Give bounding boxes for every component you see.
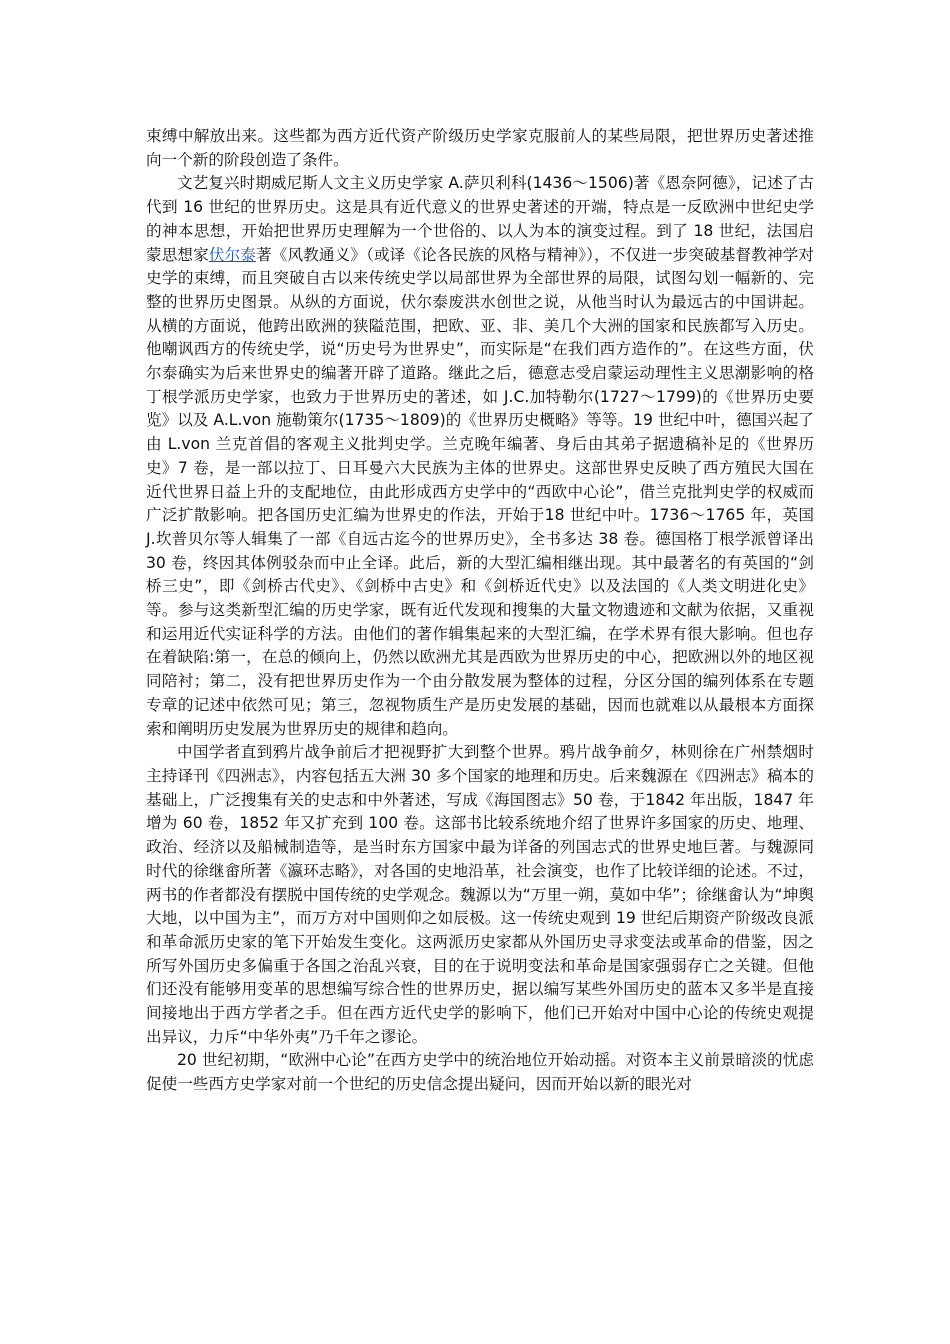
- voltaire-link[interactable]: 伏尔泰: [208, 245, 257, 264]
- paragraph-text: 20 世纪初期，“欧洲中心论”在西方史学中的统治地位开始动摇。对资本主义前景暗淡的忧虑促使一些西方史学家对前一个世纪的历史信念提出疑问，因而开始以新的眼光对: [146, 1051, 814, 1094]
- document-page: [146, 125, 814, 1097]
- paragraph-3: [146, 741, 814, 1049]
- paragraph-4: [146, 1049, 814, 1096]
- paragraph-text: 束缚中解放出来。这些都为西方近代资产阶级历史学家克服前人的某些局限，把世界历史著述推向一个新的阶段创造了条件。: [146, 127, 814, 169]
- paragraph-text: 著《风教通义》（或译《论各民族的风格与精神》），不仅进一步突破基督教神学对史学的束缚，而且突破自古以来传统史学以局部世界为全部世界的局限，试图勾划一幅新的、完整的世界历史图景。从纵的方面说，伏尔泰废洪水创世之说，从他当时认为最远古的中国讲起。从横的方面说，他跨出欧洲的狭隘范围，把欧、亚、非、美几个大洲的国家和民族都写入历史。他嘲讽西方的传统史学，说“历史号为世界史”，而实际是“在我们西方造作的”。在这些方面，伏尔泰确实为后来世界史的编著开辟了道路。继此之后，德意志受启蒙运动理性主义思潮影响的格丁根学派历史学家，也致力于世界历史的著述，如 J.C.加特勒尔(1727～1799)的《世界历史要览》以及 A.L.von 施勒策尔(1735～1809)的《世界历史概略》等等。19 世纪中叶，德国兴起了由 L.von 兰克首倡的客观主义批判史学。兰克晚年编著、身后由其弟子据遗稿补足的《世界历史》7 卷，是一部以拉丁、日耳曼六大民族为主体的世界史。这部世界史反映了西方殖民大国在近代世界日益上升的支配地位，由此形成西方史学中的“西欧中心论”，借兰克批判史学的权威而广泛扩散影响。把各国历史汇编为世界史的作法，开始于18 世纪中叶。1736～1765 年，英国 J.坎普贝尔等人辑集了一部《自远古迄今的世界历史》，全书多达 38 卷。德国格丁根学派曾译出 30 卷，终因其体例驳杂而中止全译。此后，新的大型汇编相继出现。其中最著名的有英国的“剑桥三史”，即《剑桥古代史》、《剑桥中古史》和《剑桥近代史》以及法国的《人类文明进化史》等。参与这类新型汇编的历史学家，既有近代发现和搜集的大量文物遗迹和文献为依据，又重视和运用近代实证科学的方法。由他们的著作辑集起来的大型汇编，在学术界有很大影响。但也存在着缺陷:第一，在总的倾向上，仍然以欧洲尤其是西欧为世界历史的中心，把欧洲以外的地区视同陪衬；第二，没有把世界历史作为一个由分散发展为整体的过程，分区分国的编列体系在专题专章的记述中依然可见；第三，忽视物质生产是历史发展的基础，因而也就难以从最根本方面探索和阐明历史发展为世界历史的规律和趋向。: [146, 245, 814, 738]
- paragraph-text: 文艺复兴时期威尼斯人文主义历史学家 A.萨贝利科(1436～1506)著《恩奈阿德》，记述了古代到 16 世纪的世界历史。这是具有近代意义的世界史著述的开端，特点是一反欧洲中世纪史学的神本思想，开始把世界历史理解为一个世俗的、以人为本的演变过程。到了 18 世纪，法国启蒙思想家: [146, 174, 814, 264]
- paragraph-2: [146, 172, 814, 741]
- paragraph-text: 中国学者直到鸦片战争前后才把视野扩大到整个世界。鸦片战争前夕，林则徐在广州禁烟时主持译刊《四洲志》，内容包括五大洲 30 多个国家的地理和历史。后来魏源在《四洲志》稿本的基础上，广泛搜集有关的史志和中外著述，写成《海国图志》50 卷，于1842 年出版，1847 年增为 60 卷，1852 年又扩充到 100 卷。这部书比较系统地介绍了世界许多国家的历史、地理、政治、经济以及船械制造等，是当时东方国家中最为详备的列国志式的世界史地巨著。与魏源同时代的徐继畲所著《瀛环志略》，对各国的史地沿革，社会演变，也作了比较详细的论述。不过，两书的作者都没有摆脱中国传统的史学观念。魏源以为“万里一朔，莫如中华”；徐继畲认为“坤舆大地，以中国为主”，而万方对中国则仰之如辰极。这一传统史观到 19 世纪后期资产阶级改良派和革命派历史家的笔下开始发生变化。这两派历史家都从外国历史寻求变法或革命的借鉴，因之所写外国历史多偏重于各国之治乱兴衰，目的在于说明变法和革命是国家强弱存亡之关键。但他们还没有能够用变革的思想编写综合性的世界历史，据以编写某些外国历史的蓝本又多半是直接间接地出于西方学者之手。但在西方近代史学的影响下，他们已开始对中国中心论的传统史观提出异议，力斥“中华外夷”乃千年之谬论。: [146, 743, 814, 1046]
- paragraph-1: [146, 125, 814, 172]
